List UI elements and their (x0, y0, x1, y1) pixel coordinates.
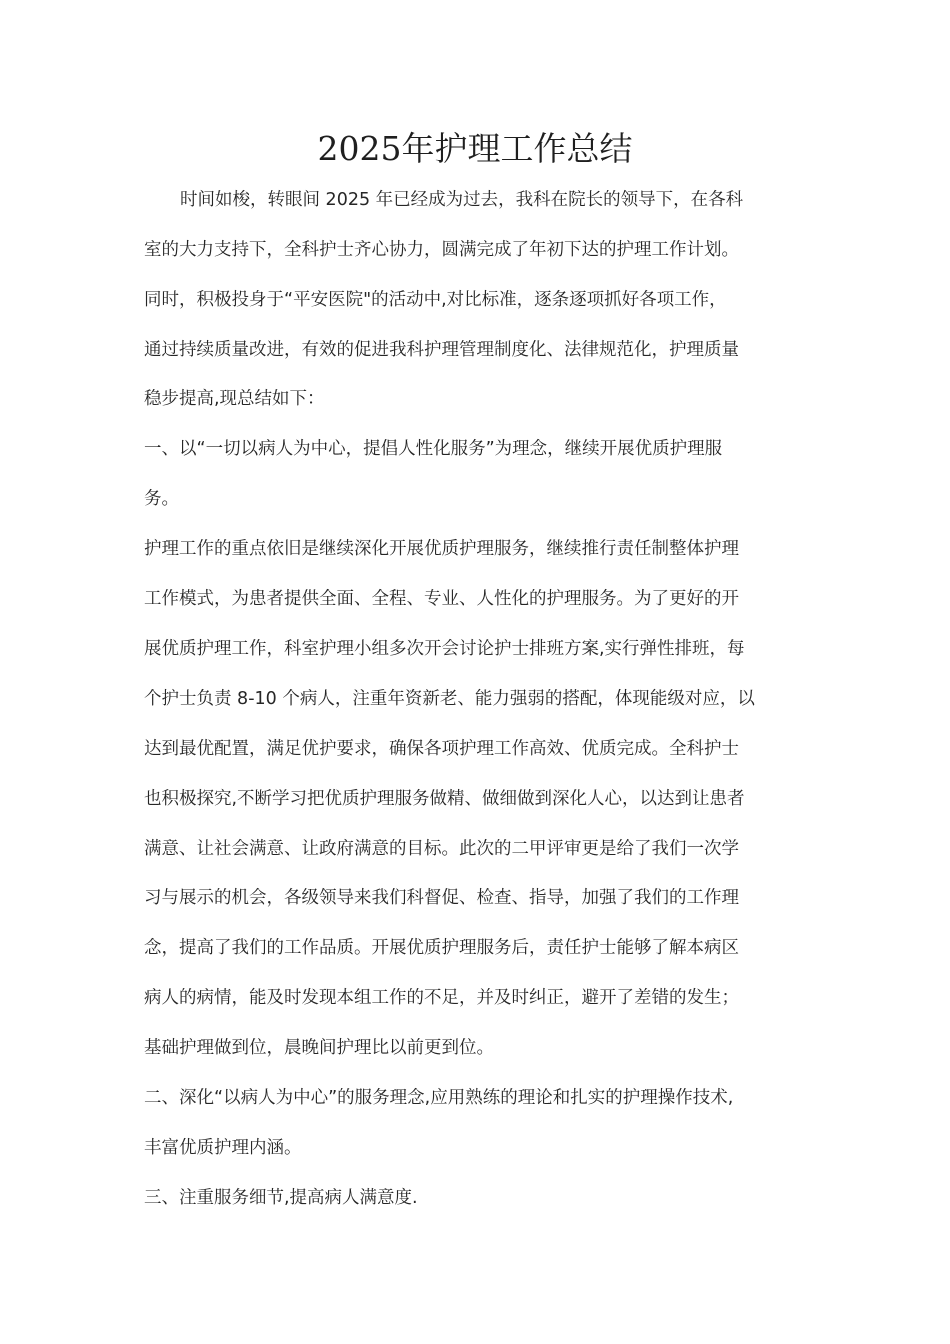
paragraph-line: 通过持续质量改进，有效的促进我科护理管理制度化、法律规范化，护理质量 (144, 340, 739, 360)
paragraph-line: 基础护理做到位，晨晚间护理比以前更到位。 (144, 1038, 494, 1058)
section-heading-line: 二、深化“以病人为中心”的服务理念,应用熟练的理论和扎实的护理操作技术, (144, 1088, 734, 1108)
section-heading-line: 务。 (144, 489, 179, 509)
paragraph-line: 满意、让社会满意、让政府满意的目标。此次的二甲评审更是给了我们一次学 (144, 839, 739, 859)
paragraph-line: 念，提高了我们的工作品质。开展优质护理服务后，责任护士能够了解本病区 (144, 938, 739, 958)
section-heading-line: 一、以“一切以病人为中心，提倡人性化服务”为理念，继续开展优质护理服 (144, 439, 723, 459)
paragraph-line: 室的大力支持下，全科护士齐心协力，圆满完成了年初下达的护理工作计划。 (144, 240, 739, 260)
document-title: 2025年护理工作总结 (317, 129, 633, 168)
section-heading-line: 三、注重服务细节,提高病人满意度. (144, 1188, 418, 1208)
section-heading-line: 丰富优质护理内涵。 (144, 1138, 302, 1158)
paragraph-line: 习与展示的机会，各级领导来我们科督促、检查、指导，加强了我们的工作理 (144, 888, 739, 908)
paragraph-line: 稳步提高,现总结如下： (144, 389, 325, 409)
paragraph-line: 同时，积极投身于“平安医院"的活动中,对比标准，逐条逐项抓好各项工作， (144, 290, 727, 310)
paragraph-line: 也积极探究,不断学习把优质护理服务做精、做细做到深化人心，以达到让患者 (144, 789, 745, 809)
paragraph-line: 展优质护理工作，科室护理小组多次开会讨论护士排班方案,实行弹性排班，每 (144, 639, 745, 659)
paragraph-line: 时间如梭，转眼间 2025 年已经成为过去，我科在院长的领导下，在各科 (180, 190, 744, 210)
paragraph-line: 工作模式，为患者提供全面、全程、专业、人性化的护理服务。为了更好的开 (144, 589, 739, 609)
paragraph-line: 护理工作的重点依旧是继续深化开展优质护理服务，继续推行责任制整体护理 (144, 539, 739, 559)
paragraph-line: 个护士负责 8-10 个病人，注重年资新老、能力强弱的搭配，体现能级对应，以 (144, 689, 755, 709)
paragraph-line: 病人的病情，能及时发现本组工作的不足，并及时纠正，避开了差错的发生； (144, 988, 739, 1008)
paragraph-line: 达到最优配置，满足优护要求，确保各项护理工作高效、优质完成。全科护士 (144, 739, 739, 759)
